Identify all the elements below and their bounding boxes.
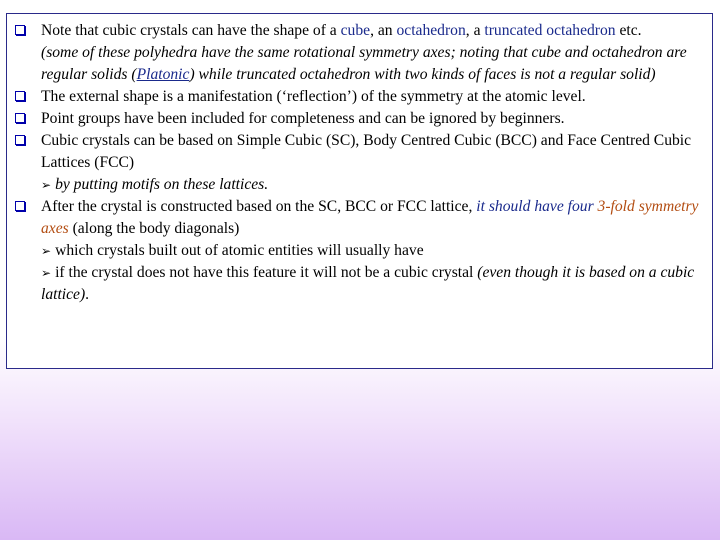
platonic-link[interactable]: Platonic [136, 66, 190, 83]
term-cube: cube [340, 22, 371, 39]
threefold-axes-text: 3-fold symmetry axes [41, 198, 699, 237]
bullet-item-shapes [15, 20, 704, 86]
square-bullet-icon [15, 91, 25, 101]
bullet-text: The external shape is a manifestation (‘reflection’) of the symmetry at the atomic level. [41, 88, 586, 105]
bullet-text: After the crystal is constructed based on the SC, BCC or FCC lattice, [41, 198, 477, 215]
bullet-text: Note that cubic crystals can have the shape of a [41, 22, 341, 39]
square-bullet-icon [15, 201, 25, 211]
sub-point-text: if the crystal does not have this feature it will not be a cubic crystal [55, 264, 478, 281]
sub-point [41, 262, 704, 306]
bullet-list [7, 14, 712, 306]
square-bullet-icon [15, 135, 25, 145]
bullet-item-lattices [15, 130, 704, 196]
bullet-text: etc. [615, 22, 642, 39]
bullet-item-symmetry [15, 86, 704, 108]
note-text: ) while truncated octahedron with two kinds of faces is not a regular solid) [189, 66, 656, 83]
emphasis-text: it should have four [476, 198, 598, 215]
note-text: (some of these polyhedra have the same rotational symmetry axes; noting that cube and octahedron are regular solids ( [41, 44, 687, 83]
sub-point-text: by putting motifs on these lattices. [55, 176, 269, 193]
sub-point [41, 174, 704, 196]
sub-point [41, 240, 704, 262]
bullet-text: , an [370, 22, 397, 39]
term-truncated-octahedron: truncated octahedron [484, 22, 616, 39]
arrow-right-icon: ➢ [41, 244, 52, 258]
bullet-item-threefold-axes [15, 196, 704, 306]
term-octahedron: octahedron [396, 22, 466, 39]
arrow-right-icon: ➢ [41, 266, 52, 280]
sub-point-note: (even though it is based on a cubic lattice) [41, 264, 695, 303]
content-box [6, 13, 713, 369]
bullet-text: Cubic crystals can be based on Simple Cubic (SC), Body Centred Cubic (BCC) and Face Centred Cubic Lattices (FCC) [41, 132, 692, 171]
square-bullet-icon [15, 25, 25, 35]
bullet-text: Point groups have been included for completeness and can be ignored by beginners. [41, 110, 565, 127]
bullet-text: (along the body diagonals) [68, 220, 240, 237]
sub-point-text: which crystals built out of atomic entities will usually have [55, 242, 424, 259]
sub-point-text: . [85, 286, 90, 303]
bullet-text: , a [465, 22, 485, 39]
square-bullet-icon [15, 113, 25, 123]
bullet-note [41, 42, 704, 86]
bullet-item-point-groups [15, 108, 704, 130]
arrow-right-icon: ➢ [41, 178, 52, 192]
